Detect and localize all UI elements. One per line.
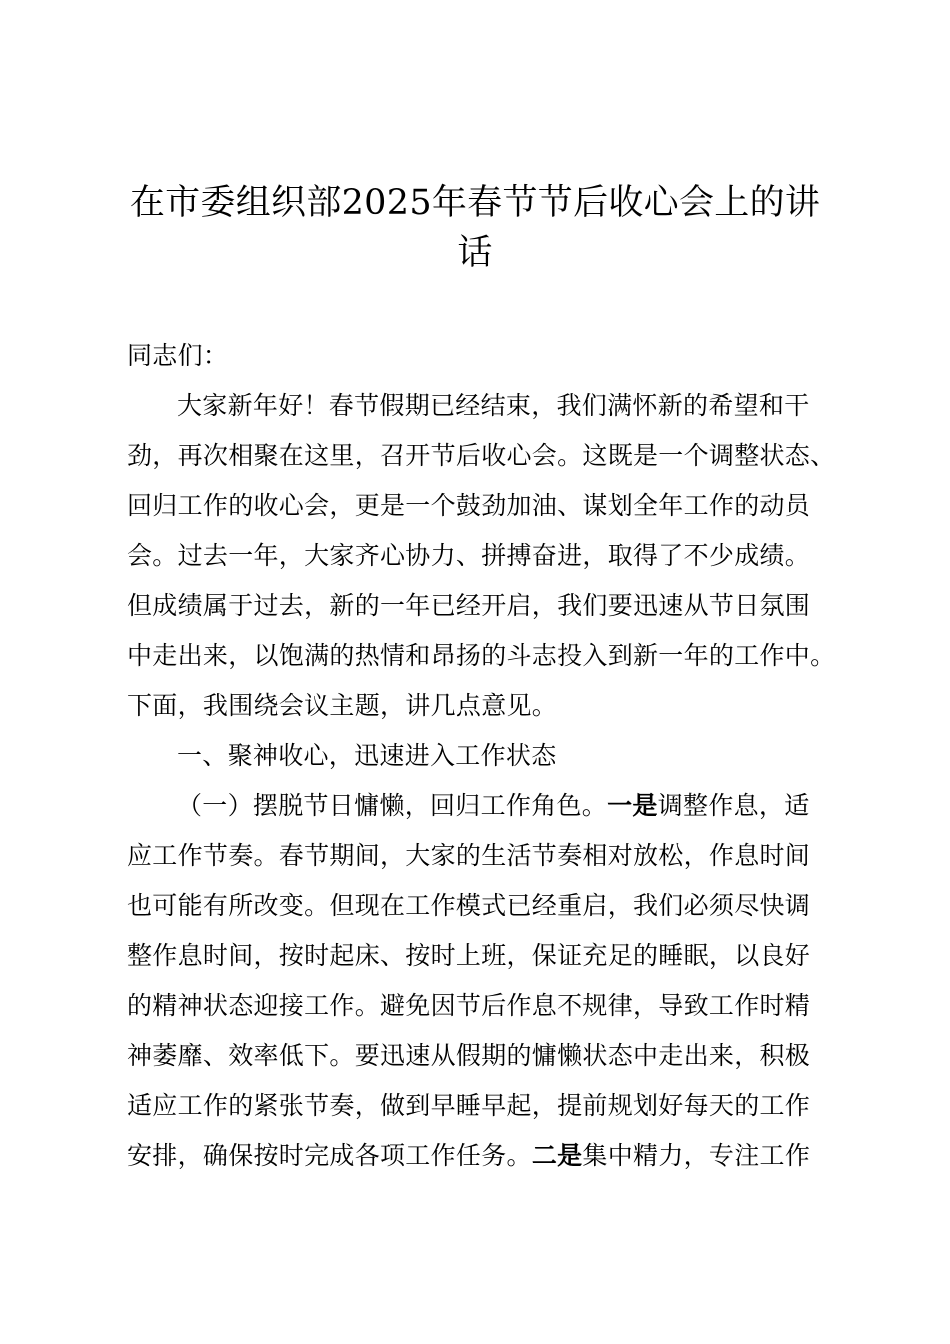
paragraph-line: 回归工作的收心会，更是一个鼓劲加油、谋划全年工作的动员 bbox=[127, 491, 811, 520]
paragraph-line bbox=[127, 781, 843, 831]
section-heading-text: 一、聚神收心，迅速进入工作状态 bbox=[177, 741, 557, 770]
inline-text: 安排，确保按时完成各项工作任务。 bbox=[127, 1141, 532, 1170]
paragraph-opening bbox=[127, 381, 843, 731]
paragraph-line: 大家新年好！春节假期已经结束，我们满怀新的希望和干 bbox=[177, 391, 810, 420]
paragraph-line: 神萎靡、效率低下。要迅速从假期的慵懒状态中走出来，积极 bbox=[127, 1041, 811, 1070]
paragraph-section-1-1 bbox=[127, 781, 843, 1181]
bold-marker: 一是 bbox=[607, 791, 658, 820]
salutation-text: 同志们： bbox=[127, 341, 229, 370]
bold-marker: 二是 bbox=[531, 1141, 583, 1170]
inline-text: 集中精力，专注工作 bbox=[582, 1141, 811, 1170]
document-body bbox=[127, 331, 843, 1181]
paragraph-line: 适应工作的紧张节奏，做到早睡早起，提前规划好每天的工作 bbox=[127, 1091, 811, 1120]
paragraph-line: 劲，再次相聚在这里，召开节后收心会。这既是一个调整状态、 bbox=[127, 441, 836, 470]
paragraph-line: 会。过去一年，大家齐心协力、拼搏奋进，取得了不少成绩。 bbox=[127, 541, 811, 570]
paragraph-line: 中走出来，以饱满的热情和昂扬的斗志投入到新一年的工作中。 bbox=[127, 641, 836, 670]
paragraph-line: 整作息时间，按时起床、按时上班，保证充足的睡眠，以良好 bbox=[127, 941, 811, 970]
subheading-text: （一）摆脱节日慵懒，回归工作角色。 bbox=[177, 791, 608, 820]
paragraph-line: 的精神状态迎接工作。避免因节后作息不规律，导致工作时精 bbox=[127, 991, 811, 1020]
title-line-1: 在市委组织部2025年春节节后收心会上的讲 bbox=[129, 183, 821, 223]
paragraph-line bbox=[127, 1131, 843, 1181]
title-line-2: 话 bbox=[457, 233, 493, 273]
section-heading-1 bbox=[127, 731, 843, 781]
document-title bbox=[100, 178, 850, 278]
salutation bbox=[127, 331, 843, 381]
paragraph-line: 也可能有所改变。但现在工作模式已经重启，我们必须尽快调 bbox=[127, 891, 811, 920]
paragraph-line: 下面，我围绕会议主题，讲几点意见。 bbox=[127, 691, 558, 720]
paragraph-line: 但成绩属于过去，新的一年已经开启，我们要迅速从节日氛围 bbox=[127, 591, 811, 620]
inline-text: 调整作息，适 bbox=[657, 791, 810, 820]
paragraph-line: 应工作节奏。春节期间，大家的生活节奏相对放松，作息时间 bbox=[127, 841, 811, 870]
